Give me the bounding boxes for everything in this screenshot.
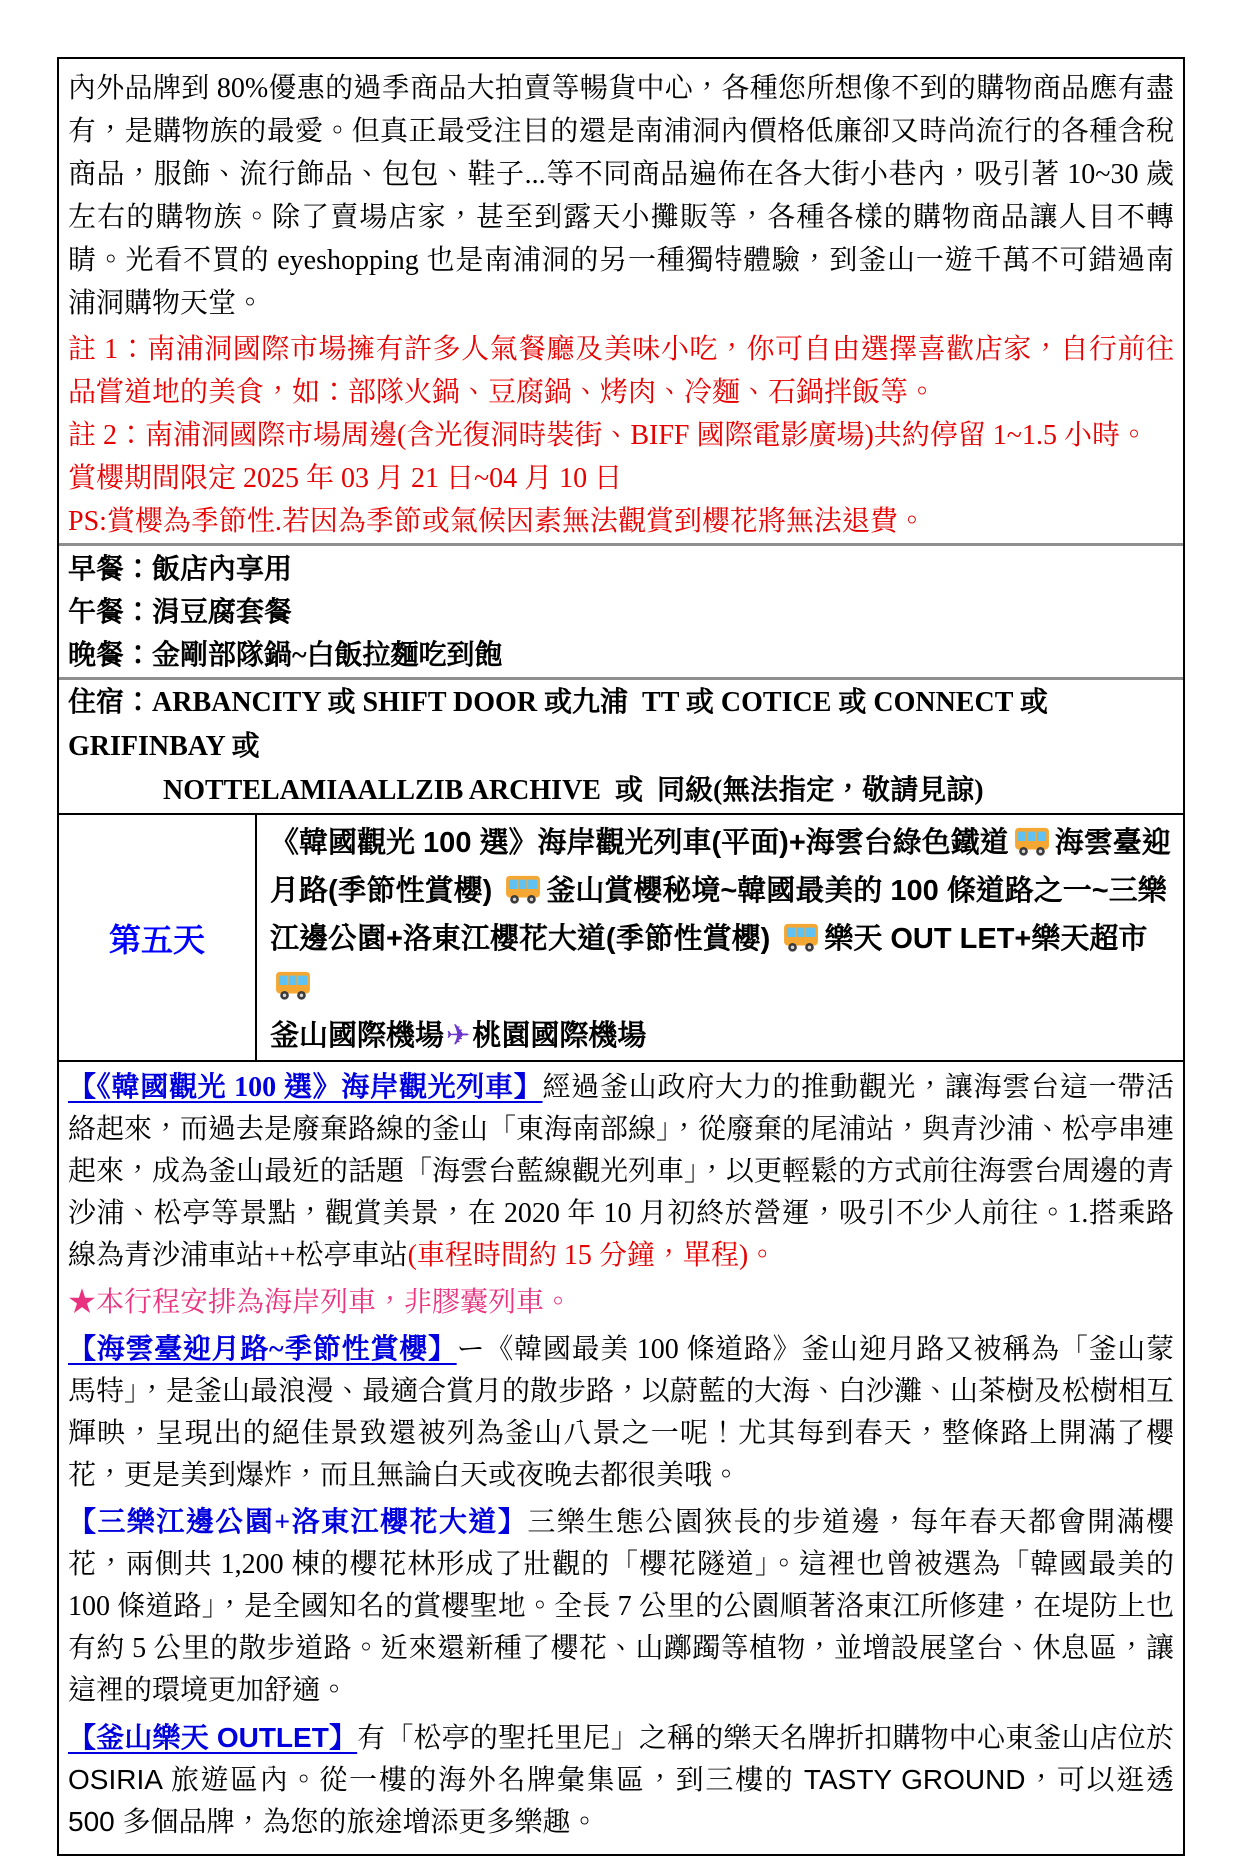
dinner-line: 晚餐：金剛部隊鍋~白飯拉麵吃到飽 bbox=[68, 640, 503, 671]
hotel-line-2: NOTTELAMIAALLZIB ARCHIVE 或 同級(無法指定，敬請見諒) bbox=[163, 775, 984, 806]
text-segment: 【海雲臺迎月路~季節性賞櫻】 bbox=[68, 1334, 457, 1365]
itinerary-table bbox=[57, 57, 1185, 1856]
note-1: 註 1：南浦洞國際市場擁有許多人氣餐廳及美味小吃，你可自由選擇喜歡店家，自行前往品嘗道地的美食，如：部隊火鍋、豆腐鍋、烤肉、冷麵、石鍋拌飯等。 bbox=[68, 334, 1174, 408]
text-segment: 【三樂江邊公園+洛東江櫻花大道】 bbox=[68, 1507, 528, 1538]
day5-line: 《韓國觀光 100 選》海岸觀光列車(平面)+海雲台綠色鐵道 海雲臺迎 bbox=[270, 827, 1171, 859]
intro-section bbox=[59, 59, 1183, 546]
day5-label: 第五天 bbox=[108, 921, 205, 958]
bus-icon bbox=[504, 873, 542, 905]
hotel-line-1: 住宿：ARBANCITY 或 SHIFT DOOR 或九浦 TT 或 COTICE 或 CONNECT 或 GRIFINBAY 或 bbox=[68, 687, 1055, 762]
breakfast-line: 早餐：飯店內享用 bbox=[68, 554, 293, 585]
bus-icon bbox=[1013, 825, 1051, 857]
text-segment: ★本行程安排為海岸列車，非膠囊列車。 bbox=[68, 1287, 573, 1318]
description-section bbox=[59, 1062, 1183, 1854]
description-paragraph bbox=[68, 1717, 1174, 1843]
text-segment: (車程時間約 15 分鐘，單程)。 bbox=[407, 1240, 777, 1271]
bus-icon bbox=[274, 969, 312, 1001]
hotel-section bbox=[59, 680, 1183, 815]
airplane-icon: ✈ bbox=[446, 1018, 471, 1052]
meals-section bbox=[59, 546, 1183, 680]
description-paragraph bbox=[68, 1329, 1174, 1497]
description-paragraph bbox=[68, 1502, 1174, 1712]
ps-note: PS:賞櫻為季節性.若因為季節或氣候因素無法觀賞到櫻花將無法退費。 bbox=[68, 506, 926, 537]
text-segment: 三樂生態公園狹長的步道邊，每年春天都會開滿櫻花，兩側共 1,200 棟的櫻花林形成了壯觀的「櫻花隧道」。這裡也曾被選為「韓國最美的 100 條道路」，是全國知名的賞櫻聖地。全長 7 公里的公園順著洛東江所修建，在堤防上也有約 5 公里的散步道路。近來還新種了櫻花、山躑躅等植物，並增設展望台、休息區，讓這裡的環境更加舒適。 bbox=[68, 1507, 1174, 1706]
text-segment: 【《韓國觀光 100 選》海岸觀光列車】 bbox=[68, 1072, 543, 1103]
day5-line: 月路(季節性賞櫻) 釜山賞櫻秘境~韓國最美的 100 條道路之一~三樂 bbox=[270, 875, 1167, 907]
intro-paragraph: 內外品牌到 80%優惠的過季商品大拍賣等暢貨中心，各種您所想像不到的購物商品應有盡有，是購物族的最愛。但真正最受注目的還是南浦洞內價格低廉卻又時尚流行的各種含稅商品，服飾、流行飾品、包包、鞋子...等不同商品遍佈在各大街小巷內，吸引著 10~30 歲左右的購物族。除了賣場店家，甚至到露天小攤販等，各種各樣的購物商品讓人目不轉睛。光看不買的 eyeshopping 也是南浦洞的另一種獨特體驗，到釜山一遊千萬不可錯過南浦洞購物天堂。 bbox=[68, 73, 1174, 319]
day5-row bbox=[59, 815, 1183, 1062]
sakura-period: 賞櫻期間限定 2025 年 03 月 21 日~04 月 10 日 bbox=[68, 463, 623, 494]
text-segment: ー《韓國最美 100 條道路》釜山迎月路又被稱為「釜山蒙馬特」，是釜山最浪漫、最適合賞月的散步路，以蔚藍的大海、白沙灘、山茶樹及松樹相互輝映，呈現出的絕佳景致還被列為釜山八景之一呢！尤其每到春天，整條路上開滿了櫻花，更是美到爆炸，而且無論白天或夜晚去都很美哦。 bbox=[68, 1334, 1175, 1491]
bus-icon bbox=[782, 921, 820, 953]
note-2: 註 2：南浦洞國際市場周邊(含光復洞時裝街、BIFF 國際電影廣場)共約停留 1~1.5 小時。 bbox=[68, 420, 1148, 451]
text-segment: 【釜山樂天 OUTLET】 bbox=[68, 1722, 358, 1753]
text-segment: 經過釜山政府大力的推動觀光，讓海雲台這一帶活絡起來，而過去是廢棄路線的釜山「東海南部線」，從廢棄的尾浦站，與青沙浦、松亭串連起來，成為釜山最近的話題「海雲台藍線觀光列車」，以更輕鬆的方式前往海雲台周邊的青沙浦、松亭等景點，觀賞美景，在 2020 年 10 月初終於營運，吸引不少人前往。1.搭乘路線為青沙浦車站++松亭車站 bbox=[68, 1072, 1175, 1271]
description-paragraph bbox=[68, 1282, 1174, 1324]
description-paragraph bbox=[68, 1067, 1174, 1277]
lunch-line: 午餐：涓豆腐套餐 bbox=[68, 597, 293, 628]
day5-line: 江邊公園+洛東江櫻花大道(季節性賞櫻) 樂天 OUT LET+樂天超市 bbox=[270, 915, 1177, 1011]
day5-content-cell bbox=[257, 815, 1183, 1060]
day5-line: 釜山國際機場✈桃園國際機場 bbox=[270, 1018, 647, 1052]
text-segment: 有「松亭的聖托里尼」之稱的樂天名牌折扣購物中心東釜山店位於 OSIRIA 旅遊區內。從一樓的海外名牌彙集區，到三樓的 TASTY GROUND，可以逛透 500 多個品牌，為您的旅途增添更多樂趣。 bbox=[68, 1722, 1174, 1837]
day5-label-cell bbox=[59, 815, 257, 1060]
